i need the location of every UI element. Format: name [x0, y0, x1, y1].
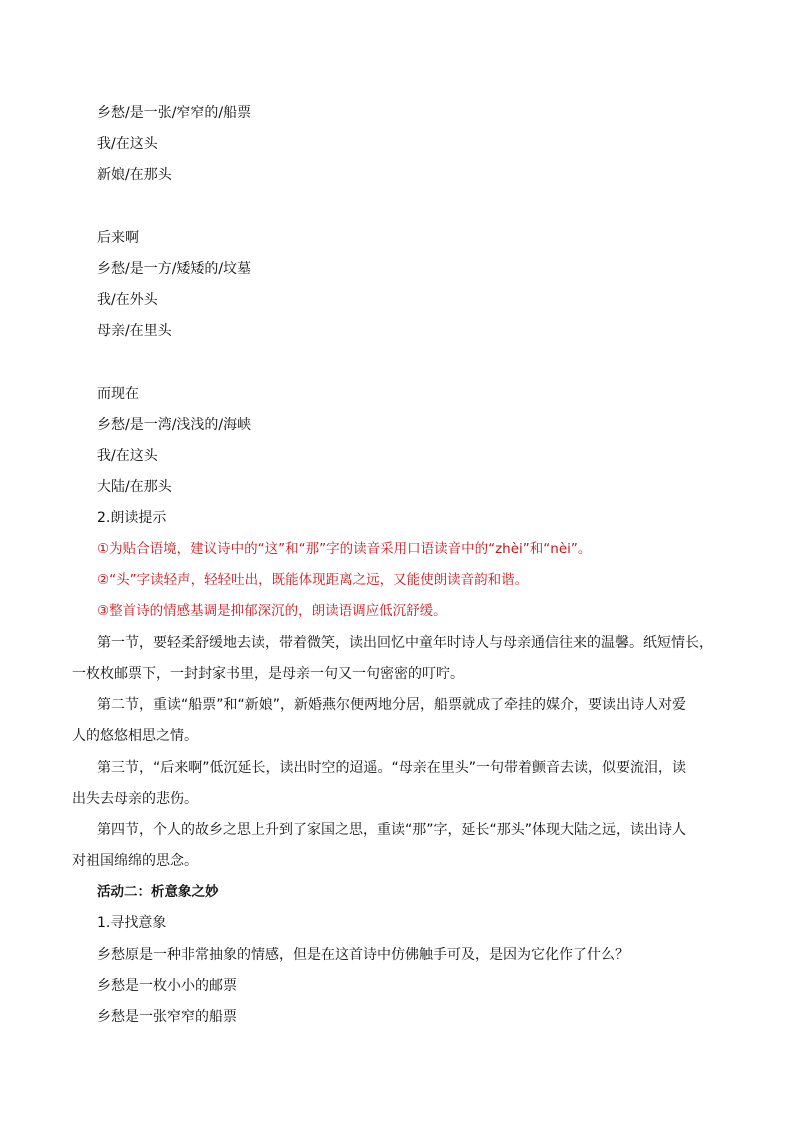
paragraph-line: 人的悠悠相思之情。 — [72, 728, 198, 744]
paragraph-line: 对祖国绵绵的思念。 — [72, 853, 198, 869]
paragraph-line: 第二节，重读“船票”和“新娘”，新婚燕尔便两地分居，船票就成了牵挂的媒介，要读出诗人对爱 — [97, 697, 687, 713]
question-text: 乡愁原是一种非常抽象的情感，但是在这首诗中仿佛触手可及，是因为它化作了什么？ — [97, 947, 629, 963]
paragraph-line: 第三节，“后来啊”低沉延长，读出时空的迢遥。“母亲在里头”一句带着颤音去读，似要流泪，读 — [97, 760, 687, 776]
reading-tip: ③整首诗的情感基调是抑郁深沉的，朗读语调应低沉舒缓。 — [97, 603, 447, 619]
paragraph-line: 第四节，个人的故乡之思上升到了家国之思，重读“那”字，延长“那头”体现大陆之远，读出诗人 — [97, 822, 687, 838]
poem-line: 我/在这头 — [97, 136, 158, 152]
answer-line: 乡愁是一张窄窄的船票 — [97, 1009, 237, 1025]
poem-line: 乡愁/是一张/窄窄的/船票 — [97, 105, 252, 121]
poem-line: 新娘/在那头 — [97, 167, 172, 183]
poem-line: 后来啊 — [97, 230, 139, 246]
poem-line: 母亲/在里头 — [97, 323, 172, 339]
poem-line: 大陆/在那头 — [97, 479, 172, 495]
poem-line: 而现在 — [97, 386, 139, 402]
reading-tip: ②“头”字读轻声，轻轻吐出，既能体现距离之远，又能使朗读音韵和谐。 — [97, 572, 529, 588]
poem-line: 乡愁/是一方/矮矮的/坟墓 — [97, 261, 252, 277]
paragraph-line: 第一节，要轻柔舒缓地去读，带着微笑，读出回忆中童年时诗人与母亲通信往来的温馨。纸短情长， — [97, 635, 713, 651]
reading-tip: ①为贴合语境，建议诗中的“这”和“那”字的读音采用口语读音中的“zhèi”和“nèi”。 — [97, 541, 592, 557]
activity-heading: 活动二：析意象之妙 — [97, 884, 219, 900]
poem-line: 我/在外头 — [97, 292, 158, 308]
section-heading: 1.寻找意象 — [97, 915, 167, 931]
paragraph-line: 出失去母亲的悲伤。 — [72, 791, 198, 807]
section-heading: 2.朗读提示 — [97, 510, 167, 526]
poem-line: 乡愁/是一湾/浅浅的/海峡 — [97, 417, 252, 433]
poem-line: 我/在这头 — [97, 448, 158, 464]
paragraph-line: 一枚枚邮票下，一封封家书里，是母亲一句又一句密密的叮咛。 — [72, 666, 464, 682]
answer-line: 乡愁是一枚小小的邮票 — [97, 978, 237, 994]
